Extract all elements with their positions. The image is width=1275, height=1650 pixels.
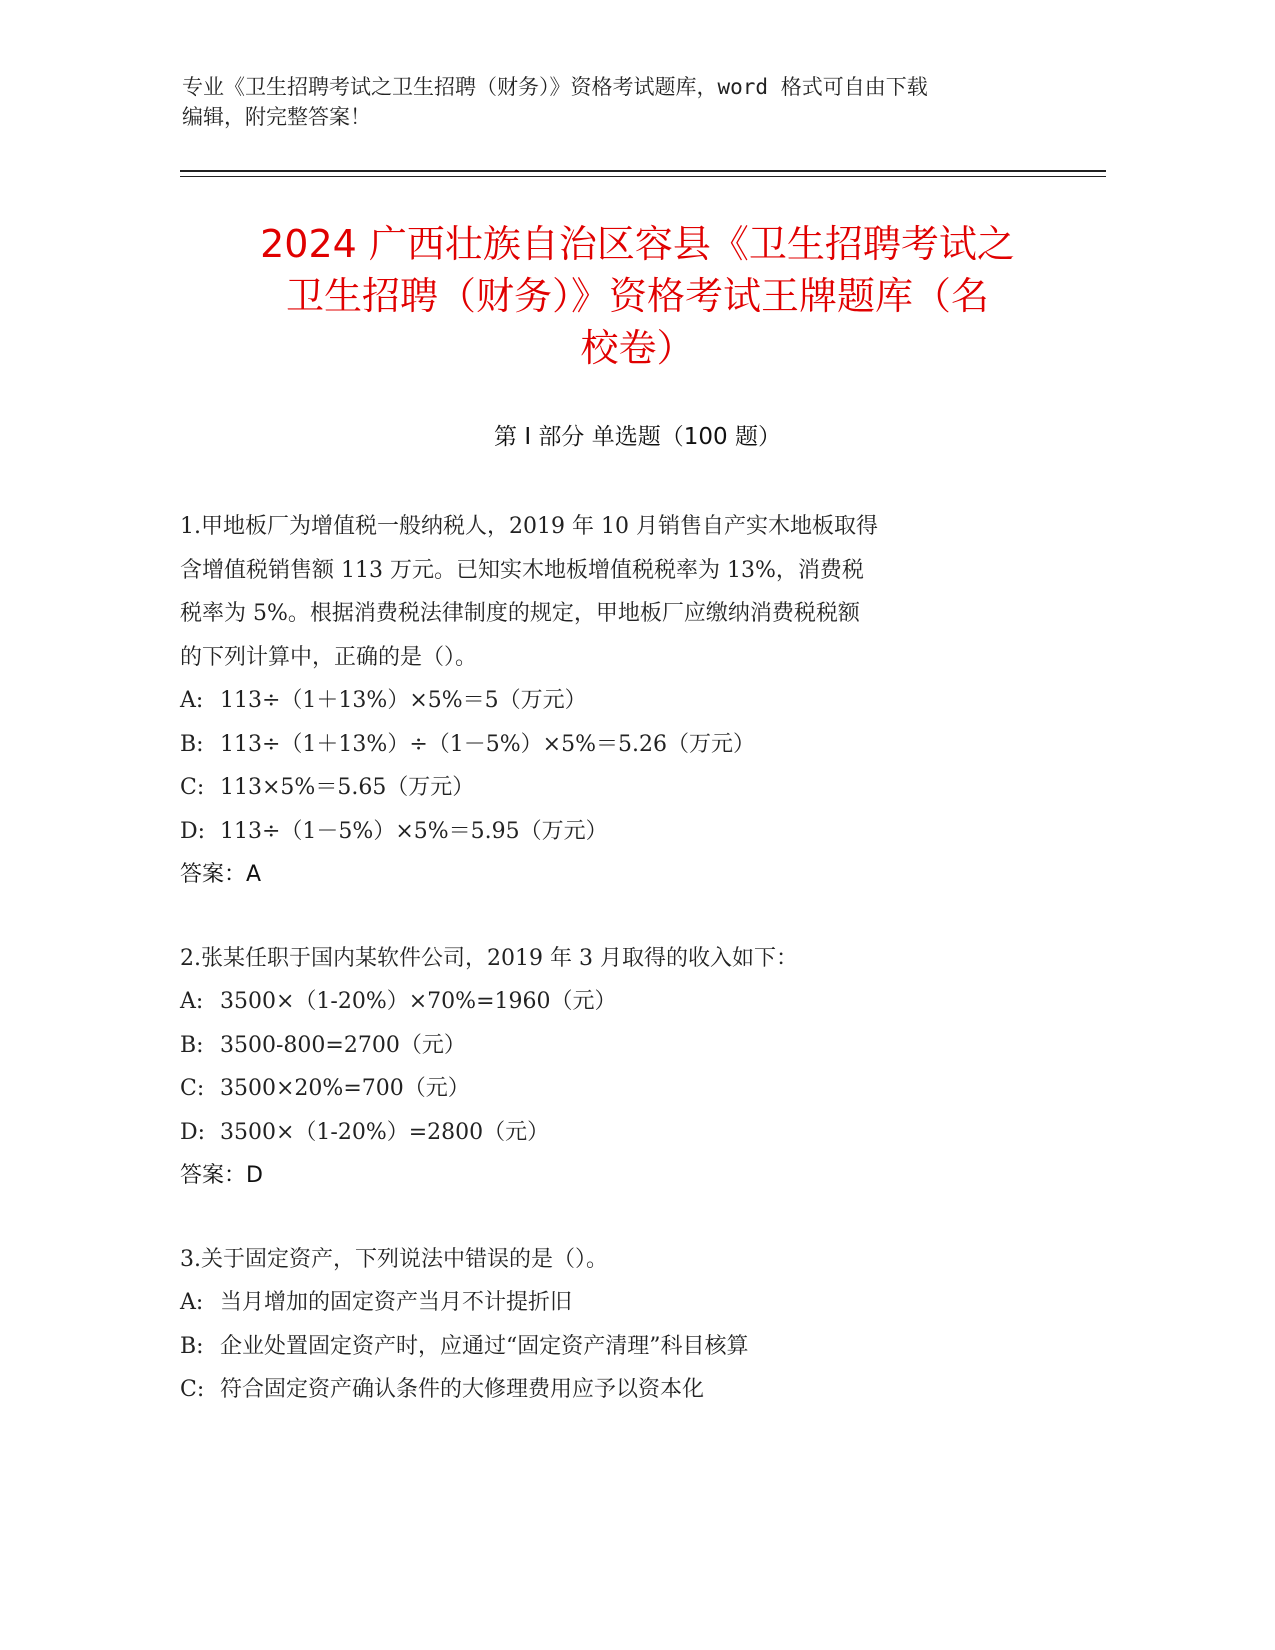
option-letter: D: [180,1119,206,1145]
option-text: 3500×（1-20%）=2800（元） [220,1119,550,1145]
answer-option [180,1111,1080,1155]
option-letter: A: [180,688,204,713]
option-letter: A: [180,1290,204,1315]
section-heading: 第 I 部分 单选题（100 题） [494,424,781,450]
header-note [182,72,1062,132]
option-text: 113×5%＝5.65（万元） [220,775,475,800]
option-letter: B: [180,1032,204,1058]
header-divider-thick [180,170,1106,172]
option-letter: C: [180,1076,205,1101]
question-item [180,505,1080,897]
question-stem [180,1238,1080,1282]
title-line: 2024 广西壮族自治区容县《卫生招聘考试之 [260,222,1015,266]
question-list [180,505,1080,1452]
answer-option [180,679,1080,723]
header-note-line: 专业《卫生招聘考试之卫生招聘（财务）》资格考试题库，word 格式可自由下载 [182,75,928,99]
option-letter: C: [180,775,205,800]
question-stem-line: 1.甲地板厂为增值税一般纳税人，2019 年 10 月销售自产实木地板取得 [180,514,878,539]
answer-option [180,980,1080,1024]
question-stem-line: 含增值税销售额 113 万元。已知实木地板增值税税率为 13%，消费税 [180,557,864,583]
answer-option [180,1325,1080,1369]
question-stem-line: 2.张某任职于国内某软件公司，2019 年 3 月取得的收入如下： [180,945,798,971]
option-text: 当月增加的固定资产当月不计提折旧 [220,1290,573,1315]
question-stem [180,937,1080,981]
question-item [180,1238,1080,1412]
title-line: 校卷） [580,326,695,370]
option-text: 3500-800=2700（元） [220,1032,466,1058]
option-text: 3500×（1-20%）×70%=1960（元） [220,989,617,1014]
answer-option [180,1067,1080,1111]
question-stem-line: 的下列计算中，正确的是（）。 [180,644,478,670]
question-stem [180,505,1080,679]
option-text: 符合固定资产确认条件的大修理费用应予以资本化 [220,1377,705,1402]
question-stem-line: 税率为 5%。根据消费税法律制度的规定，甲地板厂应缴纳消费税税额 [180,601,860,626]
header-divider-thin [180,176,1106,177]
header-note-line: 编辑，附完整答案！ [182,105,371,129]
title-line: 卫生招聘（财务）》资格考试王牌题库（名 [285,274,989,318]
answer-option [180,1368,1080,1412]
option-letter: B: [180,1333,204,1359]
question-item [180,937,1080,1198]
answer-key: 答案：A [180,862,262,887]
answer-option [180,1024,1080,1068]
answer-option [180,766,1080,810]
answer-key: 答案：D [180,1163,263,1188]
option-text: 113÷（1＋13%）÷（1－5%）×5%＝5.26（万元） [220,731,755,757]
question-stem-line: 3.关于固定资产，下列说法中错误的是（）。 [180,1246,608,1272]
option-text: 3500×20%=700（元） [220,1076,470,1101]
option-letter: D: [180,818,206,844]
option-text: 113÷（1＋13%）×5%＝5（万元） [220,688,587,713]
answer-option [180,1281,1080,1325]
answer-option [180,723,1080,767]
option-text: 企业处置固定资产时，应通过“固定资产清理”科目核算 [220,1333,749,1359]
option-letter: B: [180,731,204,757]
option-letter: A: [180,989,204,1014]
option-text: 113÷（1－5%）×5%＝5.95（万元） [220,818,608,844]
option-letter: C: [180,1377,205,1402]
document-title [150,218,1125,374]
answer-option [180,810,1080,854]
